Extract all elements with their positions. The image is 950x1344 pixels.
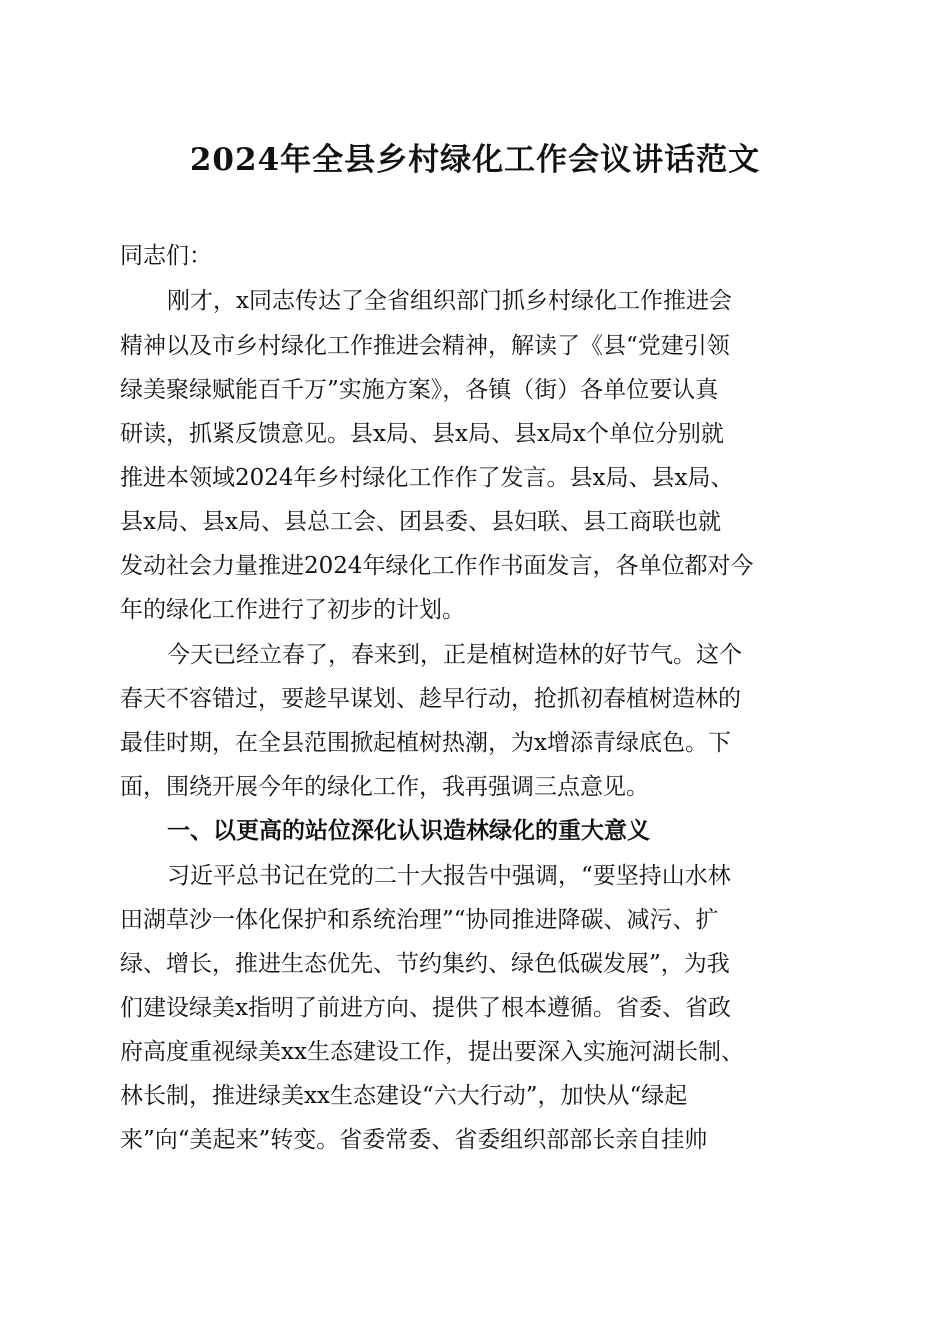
paragraph-line: 来”向“美起来”转变。省委常委、省委组织部部长亲自挂帅 [120,1127,708,1153]
paragraph-line: 面，围绕开展今年的绿化工作，我再强调三点意见。 [120,774,649,800]
paragraph-line: 推进本领域2024年乡村绿化工作作了发言。县x局、县x局、 [120,465,734,491]
paragraph-line: 林长制，推进绿美xx生态建设“六大行动”，加快从“绿起 [120,1083,688,1109]
paragraph-line: 春天不容错过，要趁早谋划、趁早行动，抢抓初春植树造林的 [120,686,741,712]
paragraph-line: 县x局、县x局、县总工会、团县委、县妇联、县工商联也就 [120,509,721,535]
paragraph-line: 田湖草沙一体化保护和系统治理”“协同推进降碳、减污、扩 [120,907,719,933]
paragraph-line: 精神以及市乡村绿化工作推进会精神，解读了《县“党建引领 [120,333,730,359]
salutation: 同志们： [120,243,212,269]
paragraph-line: 绿美聚绿赋能百千万”实施方案》，各镇（街）各单位要认真 [120,377,719,403]
paragraph-line: 最佳时期，在全县范围掀起植树热潮，为x增添青绿底色。下 [120,730,731,756]
paragraph-line: 今天已经立春了，春来到，正是植树造林的好节气。这个 [167,642,742,668]
paragraph-line: 发动社会力量推进2024年绿化工作作书面发言，各单位都对今 [120,553,754,579]
section-heading: 一、以更高的站位深化认识造林绿化的重大意义 [167,818,650,844]
paragraph-line: 研读，抓紧反馈意见。县x局、县x局、县x局x个单位分别就 [120,421,724,447]
paragraph-line: 府高度重视绿美xx生态建设工作，提出要深入实施河湖长制、 [120,1039,744,1065]
paragraph-line: 习近平总书记在党的二十大报告中强调，“要坚持山水林 [167,863,731,889]
paragraph-line: 刚才，x同志传达了全省组织部门抓乡村绿化工作推进会 [167,288,732,314]
paragraph-line: 们建设绿美x指明了前进方向、提供了根本遵循。省委、省政 [120,995,731,1021]
document-title: 2024年全县乡村绿化工作会议讲话范文 [189,142,761,178]
paragraph-line: 绿、增长，推进生态优先、节约集约、绿色低碳发展”，为我 [120,951,730,977]
paragraph-line: 年的绿化工作进行了初步的计划。 [120,597,465,623]
